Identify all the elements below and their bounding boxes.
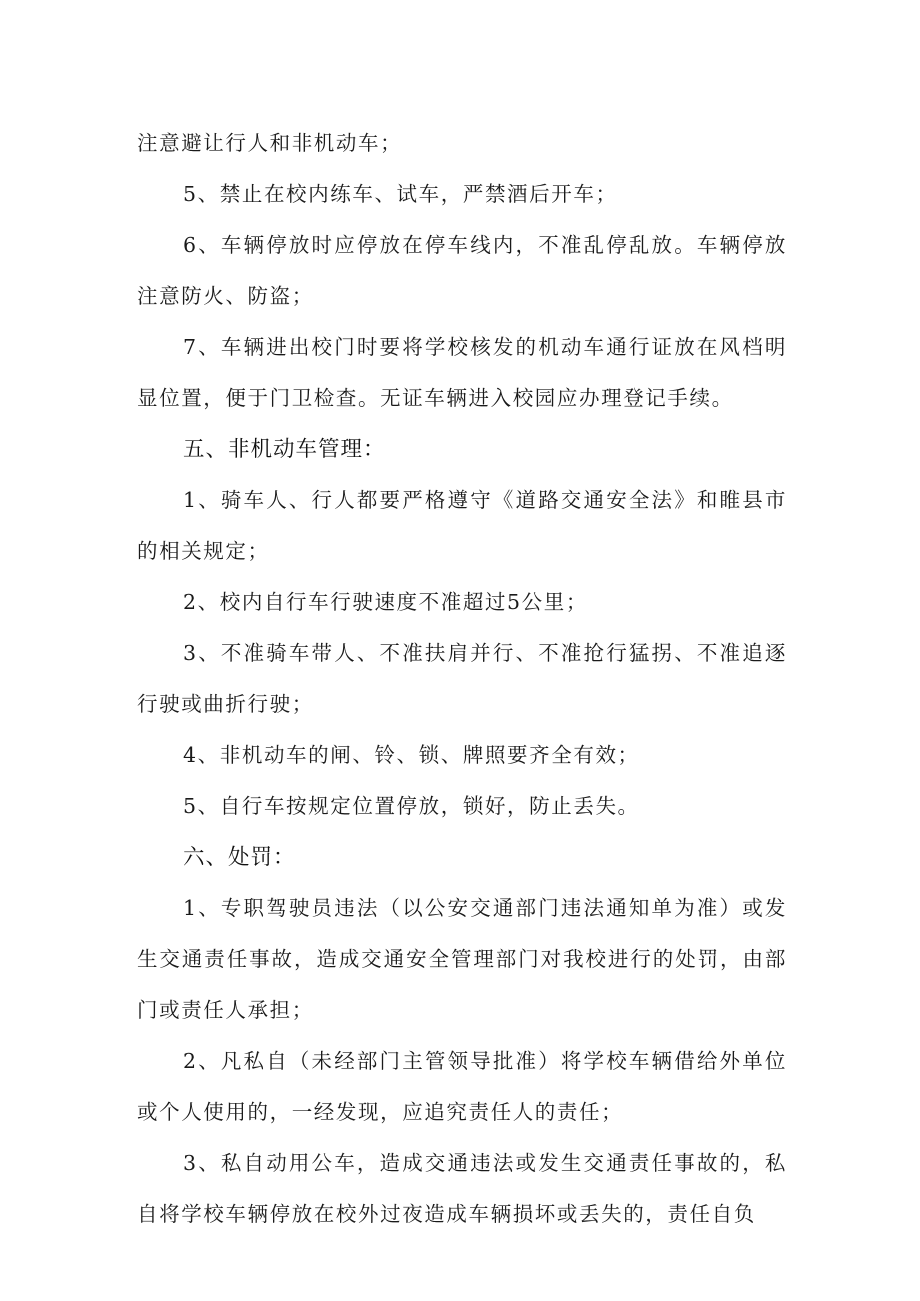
paragraph-item-1-obey-law: 1、骑车人、行人都要严格遵守《道路交通安全法》和睢县市的相关规定； [137,488,787,563]
section-heading-penalties: 六、处罚： [183,845,296,870]
section-heading-non-motor-vehicles: 五、非机动车管理： [183,437,386,462]
document-body [137,118,787,1240]
paragraph-item-5-parking-bicycles: 5、自行车按规定位置停放，锁好，防止丢失。 [183,794,640,818]
paragraph-item-4-equipment: 4、非机动车的闸、铃、锁、牌照要齐全有效； [183,743,640,767]
paragraph-item-3-riding-rules: 3、不准骑车带人、不准扶肩并行、不准抢行猛拐、不准追逐行驶或曲折行驶； [137,641,787,716]
paragraph-continuation: 注意避让行人和非机动车； [137,131,403,155]
paragraph-item-2-speed-limit: 2、校内自行车行驶速度不准超过5公里； [183,590,588,614]
paragraph-penalty-1-driver-violations: 1、专职驾驶员违法（以公安交通部门违法通知单为准）或发生交通责任事故，造成交通安全管理部门对我校进行的处罚，由部门或责任人承担； [137,896,787,1022]
paragraph-penalty-3-private-use: 3、私自动用公车，造成交通违法或发生交通责任事故的，私自将学校车辆停放在校外过夜造成车辆损坏或丢失的，责任自负 [137,1151,787,1226]
paragraph-item-7-pass-display: 7、车辆进出校门时要将学校核发的机动车通行证放在风档明显位置，便于门卫检查。无证车辆进入校园应办理登记手续。 [137,335,787,410]
paragraph-item-5-no-practice-driving: 5、禁止在校内练车、试车，严禁酒后开车； [183,182,618,206]
paragraph-item-6-parking: 6、车辆停放时应停放在停车线内，不准乱停乱放。车辆停放注意防火、防盗； [137,233,787,308]
paragraph-penalty-2-lending-vehicles: 2、凡私自（未经部门主管领导批准）将学校车辆借给外单位或个人使用的，一经发现，应追究责任人的责任； [137,1049,787,1124]
